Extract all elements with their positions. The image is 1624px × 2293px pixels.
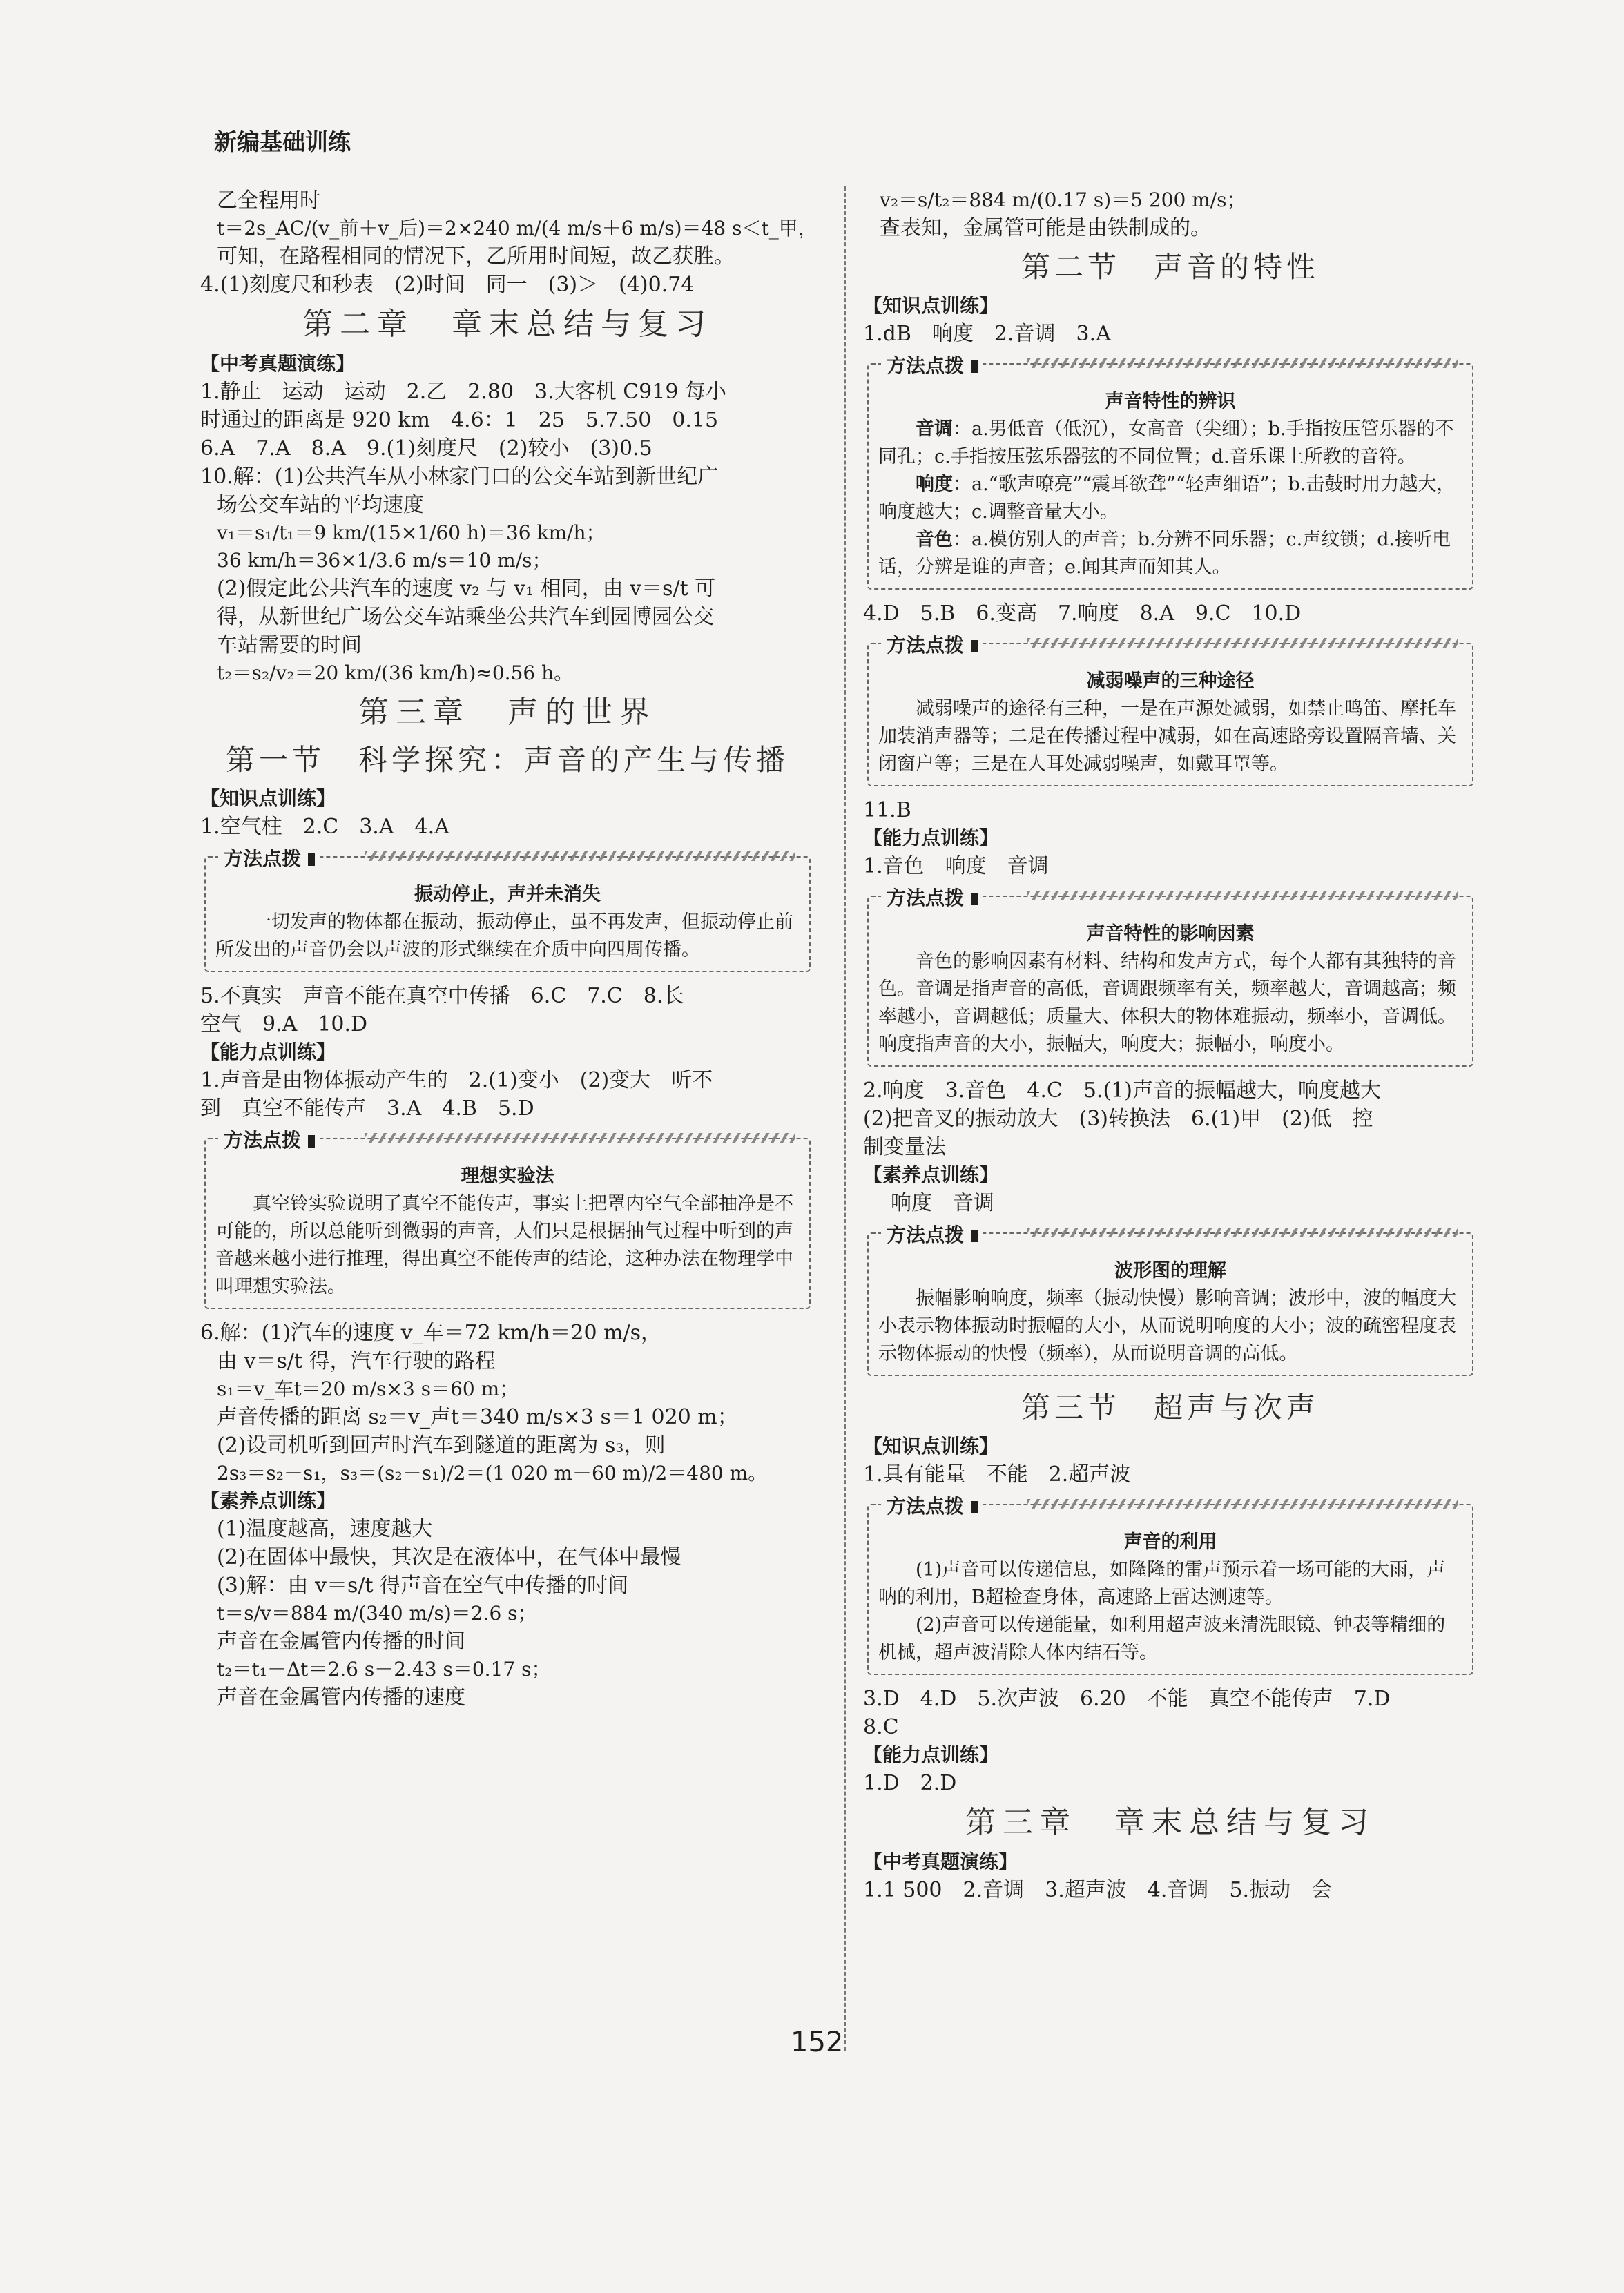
answer-line: 响度 音调 [891, 1191, 994, 1215]
section-tag: 【中考真题演练】 [863, 1850, 1018, 1873]
answer-line: 车站需要的时间 [217, 633, 362, 657]
formula-line: 2s₃＝s₂－s₁，s₃＝(s₂－s₁)/2＝(1 020 m－60 m)/2＝480 m。 [217, 1462, 768, 1484]
section-tag: 【中考真题演练】 [200, 352, 356, 375]
answer-line: 声音在金属管内传播的速度 [217, 1685, 465, 1710]
hatch-decoration [1027, 1228, 1458, 1237]
section-tag: 【知识点训练】 [863, 294, 999, 317]
speaker-icon [971, 640, 978, 652]
method-tip-box [867, 634, 1473, 786]
speaker-icon [971, 893, 978, 905]
section-tag: 【知识点训练】 [200, 787, 336, 810]
answer-line: (1)温度越高，速度越大 [217, 1517, 433, 1541]
chapter-title: 第二章 章末总结与复习 [302, 307, 713, 342]
method-tip-box [867, 1495, 1473, 1675]
answer-line: (2)设司机听到回声时汽车到隧道的距离为 s₃，则 [217, 1433, 666, 1458]
answer-line: 1.声音是由物体振动产生的 2.(1)变小 (2)变大 听不 [200, 1068, 713, 1092]
tip-title: 理想实验法 [461, 1165, 554, 1187]
tip-text: 振幅影响响度，频率（振动快慢）影响音调；波形中，波的幅度大小表示物体振动时振幅的大小，从而说明响度的大小；波的疏密程度表示物体振动的快慢（频率），从而说明音调的高低。 [878, 1288, 1456, 1364]
tip-text: 一切发声的物体都在振动，振动停止，虽不再发声，但振动停止前所发出的声音仍会以声波的形式继续在介质中向四周传播。 [215, 911, 793, 960]
answer-line: 1.空气柱 2.C 3.A 4.A [200, 815, 450, 839]
answer-line: 2.响度 3.音色 4.C 5.(1)声音的振幅越大，响度越大 [863, 1078, 1381, 1103]
formula-line: t₂＝s₂/v₂＝20 km/(36 km/h)≈0.56 h。 [217, 661, 574, 684]
hatch-decoration [365, 851, 795, 861]
answer-line: 1.D 2.D [863, 1771, 957, 1795]
method-tip-box [204, 1129, 811, 1309]
answer-line: 空气 9.A 10.D [200, 1012, 368, 1036]
formula-line: v₁＝s₁/t₁＝9 km/(15×1/60 h)＝36 km/h； [217, 521, 606, 544]
answer-line: 可知，在路程相同的情况下，乙所用时间短，故乙获胜。 [217, 244, 735, 269]
answer-line: 时通过的距离是 920 km 4.6：1 25 5.7.50 0.15 [200, 408, 719, 432]
answer-line: 得，从新世纪广场公交车站乘坐公共汽车到园博园公交 [217, 605, 714, 629]
formula-line: s₁＝v_车t＝20 m/s×3 s＝60 m； [217, 1377, 519, 1400]
answer-line: 声音传播的距离 s₂＝v_声t＝340 m/s×3 s＝1 020 m； [217, 1405, 738, 1429]
tip-text: (1)声音可以传递信息，如隆隆的雷声预示着一场可能的大雨，声呐的利用，B超检查身体，高速路上雷达测速等。 [878, 1559, 1446, 1608]
tip-text: 音色的影响因素有材料、结构和发声方式，每个人都有其独特的音色。音调是指声音的高低，音调跟频率有关，频率越大，音调越高；频率越小，音调越低；质量大、体积大的物体难振动，频率小，音调低。响度指声音的大小，振幅大，响度大；振幅小，响度小。 [878, 951, 1456, 1055]
tip-title: 减弱噪声的三种途径 [1086, 670, 1255, 692]
hatch-decoration [1027, 891, 1458, 900]
speaker-icon [971, 360, 978, 373]
formula-line: t＝s/v＝884 m/(340 m/s)＝2.6 s； [217, 1602, 537, 1625]
answer-line: 由 v＝s/t 得，汽车行驶的路程 [217, 1349, 496, 1373]
method-tip-box [867, 1223, 1473, 1376]
answer-line: 3.D 4.D 5.次声波 6.20 不能 真空不能传声 7.D [863, 1687, 1391, 1711]
answer-line: 8.C [863, 1715, 899, 1739]
method-tip-box [867, 354, 1473, 590]
answer-line: 1.静止 运动 运动 2.乙 2.80 3.大客机 C919 每小 [200, 380, 726, 404]
page-number: 152 [791, 2026, 844, 2058]
answer-line: (3)解：由 v＝s/t 得声音在空气中传播的时间 [217, 1574, 629, 1598]
tip-text: 音调：a.男低音（低沉），女高音（尖细）；b.手指按压管乐器的不同孔；c.手指按压弦乐器弦的不同位置；d.音乐课上所教的音符。 [878, 418, 1454, 467]
section-tag: 【素养点训练】 [863, 1163, 999, 1186]
tip-text: 真空铃实验说明了真空不能传声，事实上把罩内空气全部抽净是不可能的，所以总能听到微弱的声音，人们只是根据抽气过程中听到的声音越来越小进行推理，得出真空不能传声的结论，这种办法在物理学中叫理想实验法。 [215, 1193, 793, 1297]
method-tip-label: 方法点拨 [881, 1220, 983, 1248]
method-tip-label: 方法点拨 [218, 1125, 320, 1153]
tip-text: 减弱噪声的途径有三种，一是在声源处减弱，如禁止鸣笛、摩托车加装消声器等；二是在传播过程中减弱，如在高速路旁设置隔音墙、关闭窗户等；三是在人耳处减弱噪声，如戴耳罩等。 [878, 698, 1456, 775]
section-tag: 【素养点训练】 [200, 1489, 336, 1512]
answer-line: 5.不真实 声音不能在真空中传播 6.C 7.C 8.长 [200, 984, 684, 1008]
section-tag: 【能力点训练】 [863, 1743, 999, 1766]
left-column [200, 186, 818, 1712]
method-tip-label: 方法点拨 [881, 630, 983, 658]
method-tip-box [204, 847, 811, 972]
tip-title: 声音的利用 [1123, 1531, 1217, 1553]
answer-line: 1.音色 响度 音调 [863, 854, 1049, 878]
answer-line: 1.具有能量 不能 2.超声波 [863, 1462, 1131, 1487]
speaker-icon [971, 1501, 978, 1513]
tip-title: 振动停止，声并未消失 [414, 884, 601, 905]
column-divider [844, 186, 846, 2051]
hatch-decoration [365, 1133, 795, 1143]
tip-text: (2)声音可以传递能量，如利用超声波来清洗眼镜、钟表等精细的机械，超声波清除人体内结石等。 [878, 1614, 1446, 1663]
tip-title: 波形图的理解 [1114, 1260, 1226, 1281]
answer-line: (2)假定此公共汽车的速度 v₂ 与 v₁ 相同，由 v＝s/t 可 [217, 577, 716, 601]
answer-line: 到 真空不能传声 3.A 4.B 5.D [200, 1096, 534, 1121]
speaker-icon [308, 853, 315, 866]
right-column [863, 186, 1478, 1904]
hatch-decoration [1027, 1499, 1458, 1509]
method-tip-box [867, 887, 1473, 1067]
answer-line: 声音在金属管内传播的时间 [217, 1629, 465, 1654]
answer-line: 1.1 500 2.音调 3.超声波 4.音调 5.振动 会 [863, 1878, 1332, 1902]
section-title: 第一节 科学探究：声音的产生与传播 [225, 743, 789, 777]
section-tag: 【能力点训练】 [863, 826, 999, 849]
tip-text: 音色：a.模仿别人的声音；b.分辨不同乐器；c.声纹锁；d.接听电话，分辨是谁的声音；e.闻其声而知其人。 [878, 529, 1451, 578]
formula-line: t₂＝t₁－Δt＝2.6 s－2.43 s＝0.17 s； [217, 1658, 551, 1681]
formula-line: v₂＝s/t₂＝884 m/(0.17 s)＝5 200 m/s； [880, 188, 1246, 211]
answer-line: 4.(1)刻度尺和秒表 (2)时间 同一 (3)＞ (4)0.74 [200, 273, 695, 297]
answer-line: 查表知，金属管可能是由铁制成的。 [880, 216, 1211, 240]
tip-title: 声音特性的辨识 [1105, 391, 1236, 412]
answer-line: 4.D 5.B 6.变高 7.响度 8.A 9.C 10.D [863, 601, 1302, 626]
answer-line: 制变量法 [863, 1135, 946, 1159]
answer-line: 10.解：(1)公共汽车从小林家门口的公交车站到新世纪广 [200, 465, 719, 489]
answer-line: 11.B [863, 798, 911, 822]
answer-line: (2)在固体中最快，其次是在液体中，在气体中最慢 [217, 1545, 682, 1569]
section-title: 第二节 声音的特性 [1021, 250, 1320, 284]
hatch-decoration [1027, 358, 1458, 368]
formula-line: 36 km/h＝36×1/3.6 m/s＝10 m/s； [217, 549, 552, 572]
chapter-title: 第三章 声的世界 [358, 695, 657, 730]
speaker-icon [308, 1135, 315, 1148]
chapter-title: 第三章 章末总结与复习 [965, 1805, 1375, 1840]
answer-line: 1.dB 响度 2.音调 3.A [863, 322, 1111, 346]
answer-line: (2)把音叉的振动放大 (3)转换法 6.(1)甲 (2)低 控 [863, 1107, 1373, 1131]
section-tag: 【能力点训练】 [200, 1041, 336, 1063]
section-title: 第三节 超声与次声 [1021, 1391, 1320, 1424]
method-tip-label: 方法点拨 [881, 883, 983, 911]
book-series-header: 新编基础训练 [214, 128, 351, 155]
formula-line: t＝2s_AC/(v_前＋v_后)＝2×240 m/(4 m/s＋6 m/s)＝48 s＜t_甲， [217, 217, 818, 240]
hatch-decoration [1027, 638, 1458, 648]
answer-line: 6.解：(1)汽车的速度 v_车＝72 km/h＝20 m/s， [200, 1321, 662, 1345]
tip-title: 声音特性的影响因素 [1086, 923, 1255, 945]
answer-line: 6.A 7.A 8.A 9.(1)刻度尺 (2)较小 (3)0.5 [200, 436, 652, 461]
section-tag: 【知识点训练】 [863, 1435, 999, 1458]
tip-text: 响度：a.“歌声嘹亮”“震耳欲聋”“轻声细语”；b.击鼓时用力越大，响度越大；c.调整音量大小。 [878, 474, 1456, 523]
method-tip-label: 方法点拨 [881, 1491, 983, 1519]
answer-line: 乙全程用时 [217, 188, 320, 213]
method-tip-label: 方法点拨 [218, 844, 320, 871]
speaker-icon [971, 1230, 978, 1242]
answer-line: 场公交车站的平均速度 [217, 493, 424, 517]
method-tip-label: 方法点拨 [881, 351, 983, 378]
